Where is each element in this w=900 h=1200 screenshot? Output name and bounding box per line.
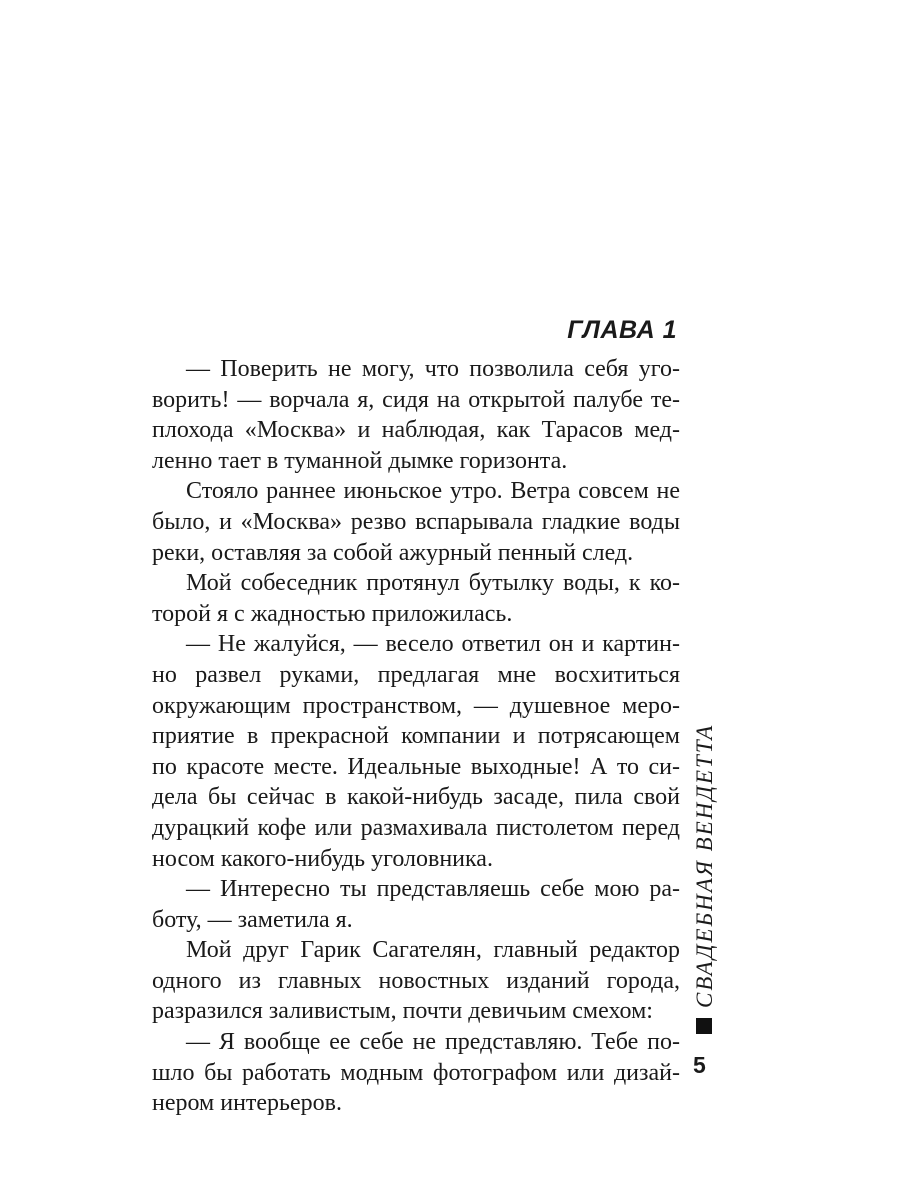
text-line: было, и «Москва» резво вспарывала гладкие воды — [152, 508, 680, 535]
text-line: носом какого-нибудь уголовника. — [152, 845, 493, 872]
text-line: шло бы работать модным фотографом или дизай- — [152, 1059, 680, 1086]
text-line: нером интерьеров. — [152, 1090, 342, 1117]
text-line: — Поверить не могу, что позволила себя уго- — [186, 356, 680, 382]
text-line: боту, — заметила я. — [152, 906, 353, 933]
text-line: ленно тает в туманной дымке горизонта. — [152, 447, 568, 474]
text-line: разразился заливистым, почти девичьим смехом: — [152, 998, 653, 1025]
paragraph — [152, 629, 680, 874]
page-number: 5 — [693, 1052, 706, 1078]
text-line: дурацкий кофе или размахивала пистолетом перед — [152, 814, 680, 841]
paragraph — [152, 354, 680, 476]
text-line: Стояло раннее июньское утро. Ветра совсем не — [186, 478, 680, 505]
text-line: — Я вообще ее себе не представляю. Тебе по- — [186, 1029, 680, 1056]
paragraph — [152, 874, 680, 935]
text-line: реки, оставляя за собой ажурный пенный след. — [152, 539, 634, 566]
chapter-title: ГЛАВА 1 — [567, 316, 677, 344]
text-line: по красоте месте. Идеальные выходные! А то си- — [152, 753, 680, 780]
text-line: дела бы сейчас в какой-нибудь засаде, пила свой — [152, 784, 680, 811]
text-line: Мой собеседник протянул бутылку воды, к ко- — [186, 570, 680, 597]
text-line: приятие в прекрасной компании и потрясающем — [152, 723, 680, 750]
text-line: ворить! — ворчала я, сидя на открытой палубе те- — [152, 386, 680, 413]
text-line: плохода «Москва» и наблюдая, как Тарасов мед- — [152, 417, 680, 444]
text-line: одного из главных новостных изданий города, — [152, 967, 680, 994]
paragraph — [152, 935, 680, 1027]
text-line: — Интересно ты представляешь себе мою ра- — [186, 876, 680, 903]
paragraph — [152, 1027, 680, 1119]
running-head — [690, 723, 730, 1050]
text-line: торой я с жадностью приложилась. — [152, 600, 513, 627]
square-marker-icon — [696, 1018, 712, 1034]
text-line: но развел руками, предлагая мне восхититься — [152, 661, 680, 688]
text-line: — Не жалуйся, — весело ответил он и картин- — [186, 631, 680, 658]
paragraph — [152, 568, 680, 629]
text-line: окружающим пространством, — душевное меро- — [152, 692, 680, 719]
body-text — [152, 354, 680, 1119]
text-line: Мой друг Гарик Сагателян, главный редактор — [186, 937, 680, 964]
book-title: СВАДЕБНАЯ ВЕНДЕТТА — [692, 723, 717, 1008]
paragraph — [152, 476, 680, 568]
